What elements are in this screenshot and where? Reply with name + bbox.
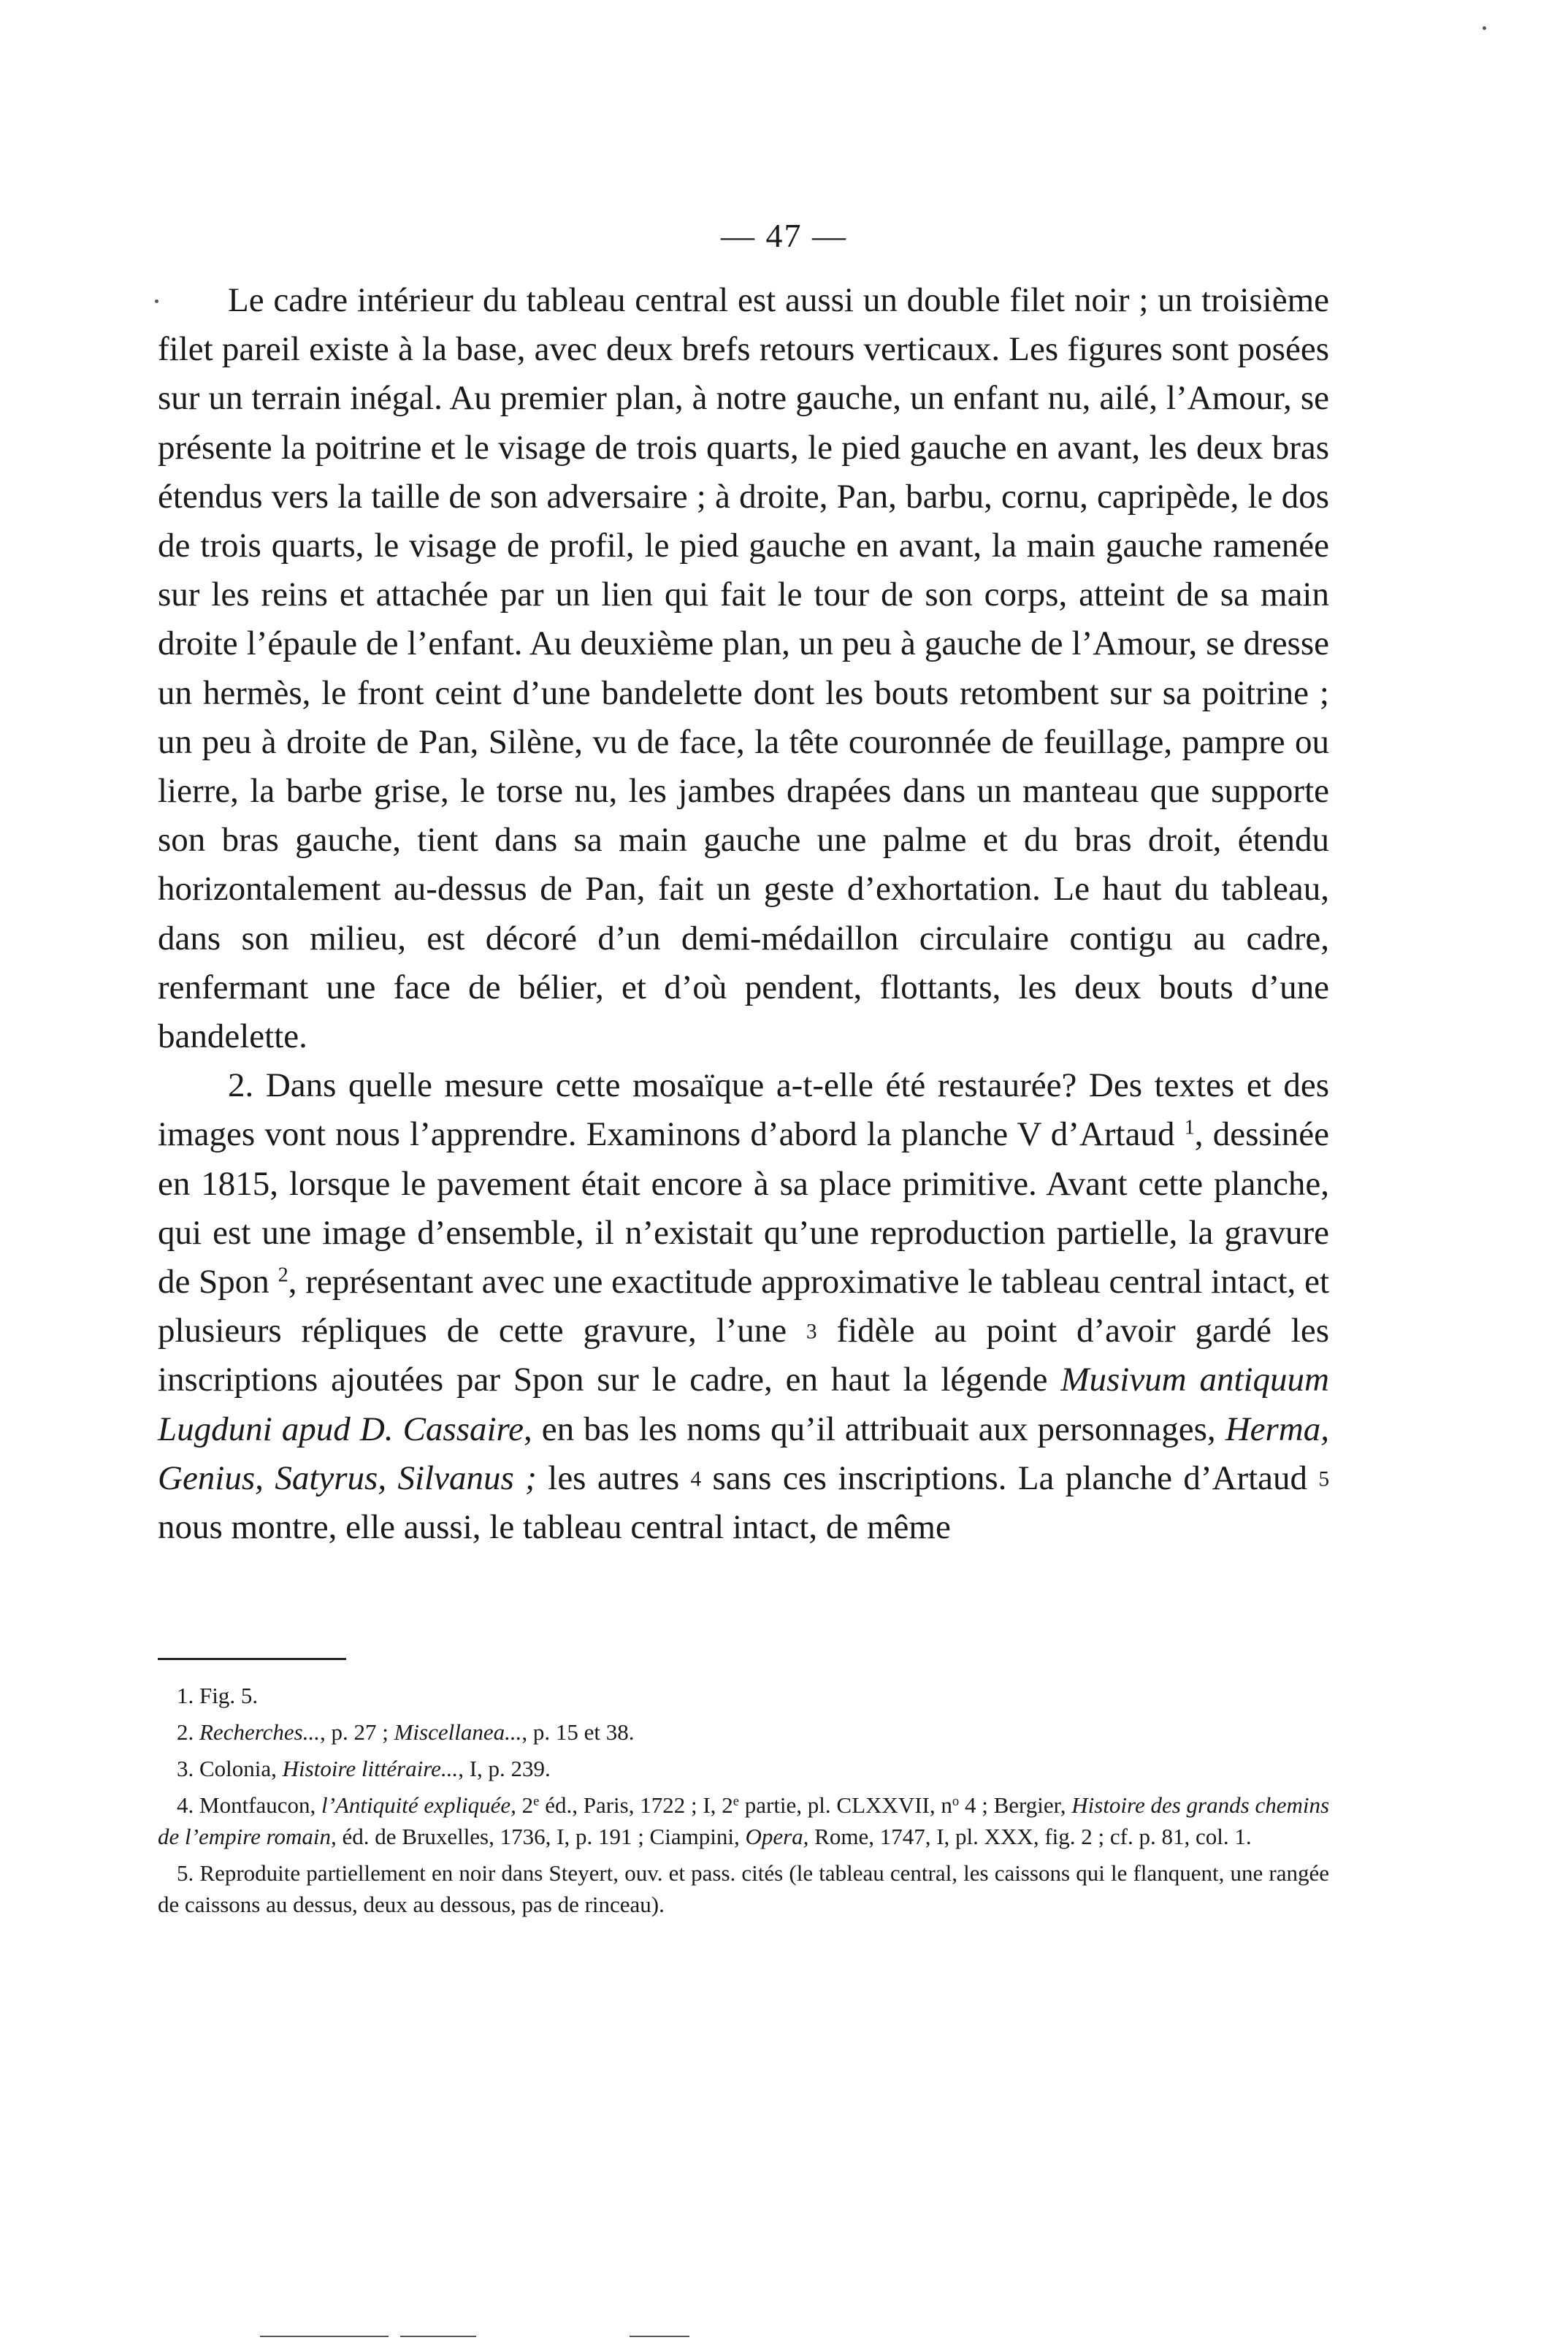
paragraph-2-text: nous montre, elle aussi, le tableau central intact, de même [158,1508,951,1547]
footnote-title: Recherches... [199,1719,320,1745]
scan-artifact-lines [0,2336,1568,2340]
paragraph-2-text: , dessinée en 1815, lorsque le pavement était encore à sa place primitive. Avant cette planche, qui est une image d’ensemble, il n’existait qu’une reproduction partielle, la gravure de Spon [158,1115,1329,1301]
footnote-text: éd. de Bruxelles, 1736, I, p. 191 ; Ciampini, [342,1824,740,1849]
footnote-number: 4. Montfaucon, [177,1792,316,1818]
footnote-4 [158,1789,1329,1852]
footnote-ref-4[interactable]: 4 [690,1467,702,1491]
footnote-text: Rome, 1747, I, pl. XXX, fig. 2 ; cf. p. 81, col. 1. [814,1824,1252,1849]
paragraph-2-text: fidèle au point d’avoir gardé les inscriptions ajoutées par Spon sur le cadre, en haut la légende [158,1312,1329,1399]
footnote-ref-3[interactable]: 3 [806,1320,817,1344]
footnote-superscript: o [952,1793,960,1809]
footnote-title: Miscellanea... [394,1719,522,1745]
footnote-ref-1[interactable]: 1 [1184,1116,1195,1139]
footnote-text: , p. 27 ; [319,1719,389,1745]
paragraph-2-text: , en bas les noms qu’il attribuait aux personnages, [523,1410,1216,1448]
main-text [158,276,1329,1552]
footnote-superscript: e [733,1793,739,1809]
footnote-text: 4 ; Bergier, [964,1792,1066,1818]
italic-names: Herma, Genius, Satyrus, Silvanus ; [158,1410,1329,1497]
footnote-text: partie, pl. CLXXVII, n [744,1792,952,1818]
paragraph-1: Le cadre intérieur du tableau central est aussi un double filet noir ; un troisième filet pareil existe à la base, avec deux brefs retours verticaux. Les figures sont posées sur un terrain inégal. Au premier plan, à notre gauche, un enfant nu, ailé, l’Amour, se présente la poitrine et le visage de trois quarts, le pied gauche en avant, les deux bras étendus vers la taille de son adversaire ; à droite, Pan, barbu, cornu, capripède, le dos de trois quarts, le visage de profil, le pied gauche en avant, la main gauche ramenée sur les reins et attachée par un lien qui fait le tour de son corps, atteint de sa main droite l’épaule de l’enfant. Au deuxième plan, un peu à gauche de l’Amour, se dresse un hermès, le front ceint d’une bandelette dont les bouts retombent sur sa poitrine ; un peu à droite de Pan, Silène, vu de face, la tête couronnée de feuillage, pampre ou lierre, la barbe grise, le torse nu, les jambes drapées dans un manteau que supporte son bras gauche, tient dans sa main gauche une palme et du bras droit, étendu horizontalement au-dessus de Pan, fait un geste d’exhortation. Le haut du tableau, dans son milieu, est décoré d’un demi-médaillon circulaire contigu au cadre, renfermant une face de bélier, et d’où pendent, flottants, les deux bouts d’une bandelette. [158,281,1329,1056]
paragraph-2-text: , représentant avec une exactitude approximative le tableau central intact, et plusieurs répliques de cette gravure, l’une [158,1263,1330,1350]
footnote-rule [158,1658,346,1660]
footnote-3 [158,1753,1329,1784]
footnote-5: 5. Reproduite partiellement en noir dans Steyert, ouv. et pass. cités (le tableau central, les caissons qui le flanquent, une rangée de caissons au dessus, deux au dessous, pas de rinceau). [158,1860,1329,1917]
footnote-number: 3. Colonia, [177,1756,277,1781]
paragraph-2-text: les autres [548,1459,680,1497]
scan-artifact-dot [1483,26,1486,30]
scan-artifact-dot [155,299,158,303]
footnote-text: , p. 15 et 38. [521,1719,635,1745]
footnote-title: Histoire des grands chemins de l’empire romain, [158,1792,1330,1849]
footnote-text: 2 [521,1792,534,1818]
footnote-ref-5[interactable]: 5 [1318,1467,1330,1491]
footnote-title: l’Antiquité expliquée, [321,1792,516,1818]
footnote-2 [158,1716,1329,1748]
footnote-text: éd., Paris, 1722 ; I, 2 [545,1792,733,1818]
footnote-1: 1. Fig. 5. [177,1683,259,1708]
page-number: — 47 — [721,217,847,254]
footnotes [158,1680,1329,1925]
italic-legend: Musivum antiquum Lugduni apud D. Cassaire [158,1361,1330,1448]
footnote-superscript: e [533,1793,540,1809]
paragraph-2 [158,1061,1329,1552]
footnote-ref-2[interactable]: 2 [278,1264,288,1287]
footnote-title: Histoire littéraire... [282,1756,459,1781]
footnote-text: , I, p. 239. [458,1756,551,1781]
paragraph-2-text: sans ces inscriptions. La planche d’Artaud [712,1459,1308,1497]
paragraph-2-text: 2. Dans quelle mesure cette mosaïque a-t-elle été restaurée? Des textes et des images vont nous l’apprendre. Examinons d’abord la planche V d’Artaud [158,1066,1329,1154]
footnote-title: Opera, [745,1824,809,1849]
footnote-number: 2. [177,1719,194,1745]
